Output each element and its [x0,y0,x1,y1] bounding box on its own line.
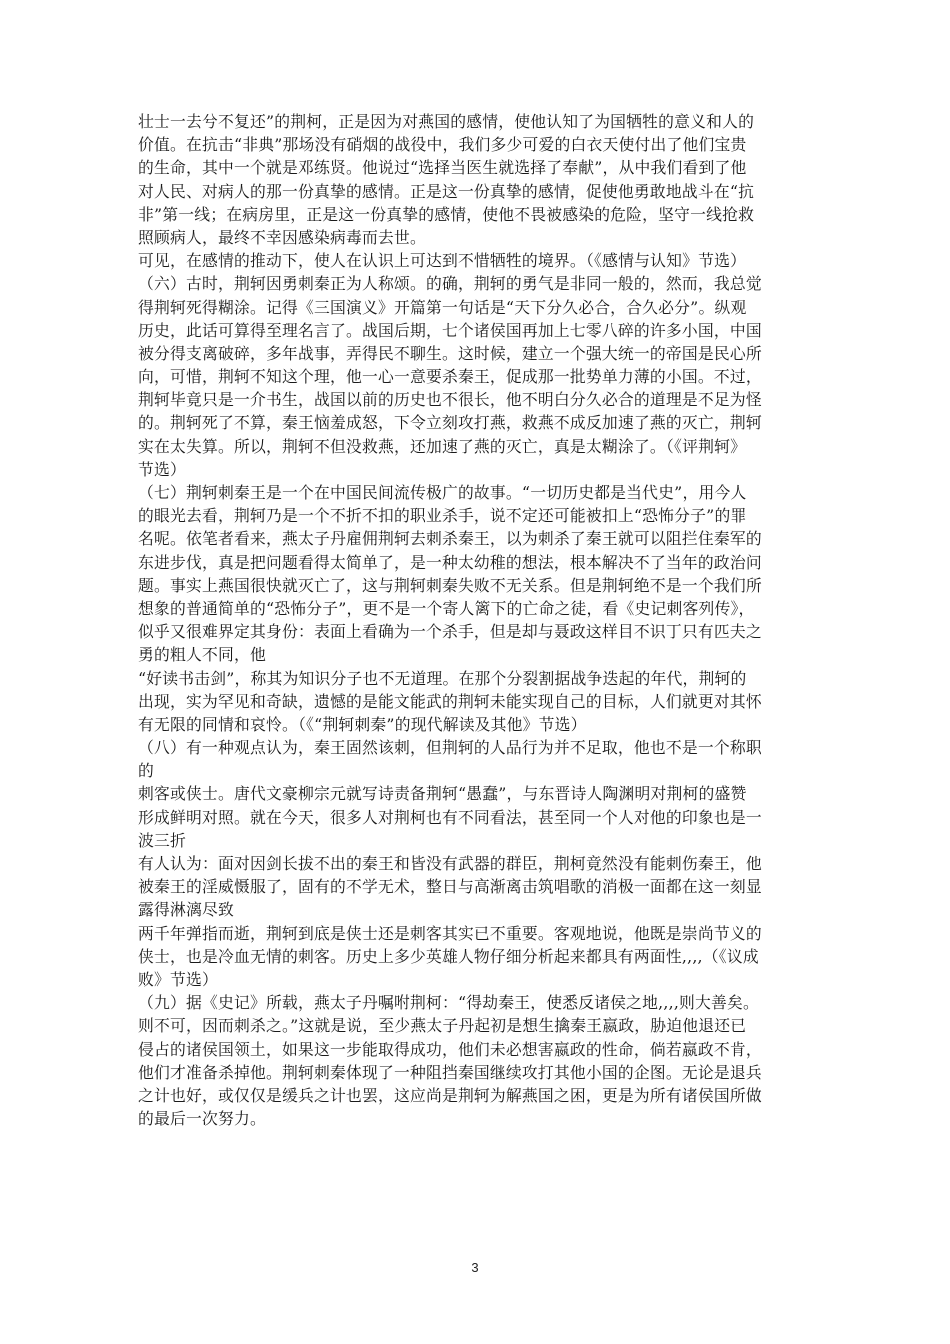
text-line: 的最后一次努力。 [138,1109,266,1129]
text-line: （七）荆轲刺秦王是一个在中国民间流传极广的故事。“一切历史都是当代史”，用今人 [138,483,747,502]
text-line: 的。荆轲死了不算，秦王恼羞成怒，下令立刻攻打燕，救燕不成反加速了燕的灭亡，荆轲 [138,413,762,433]
text-line: 的生命，其中一个就是邓练贤。他说过“选择当医生就选择了奉献”，从中我们看到了他 [138,158,747,178]
text-line: 之计也好，或仅仅是缓兵之计也罢，这应尚是荆轲为解燕国之困，更是为所有诸侯国所做 [138,1085,762,1105]
text-line: 想象的普通简单的“恐怖分子”，更不是一个寄人篱下的亡命之徒，看《史记刺客列传》， [138,598,755,618]
text-line: 刺客或侠士。唐代文豪柳宗元就写诗责备荆轲“愚蠢”，与东晋诗人陶渊明对荆柯的盛赞 [138,784,747,804]
text-line: 的 [138,761,154,781]
text-line: 可见，在感情的推动下，使人在认识上可达到不惜牺牲的境界。（《感情与认知》节选） [138,251,747,271]
text-line: 侵占的诸侯国领土，如果这一步能取得成功，他们未必想害嬴政的性命，倘若嬴政不肯， [138,1039,762,1059]
text-line: 波三折 [138,830,186,850]
text-line: 价值。在抗击“非典”那场没有硝烟的战役中，我们多少可爱的白衣天使付出了他们宝贵 [138,135,747,155]
text-line: （八）有一种观点认为，秦王固然该刺，但荆轲的人品行为并不足取，他也不是一个称职 [138,738,762,758]
text-line: 似乎又很难界定其身份：表面上看确为一个杀手，但是却与聂政这样目不识丁只有匹夫之 [138,622,762,642]
text-line: 侠士，也是冷血无情的刺客。历史上多少英雄人物仔细分析起来都具有两面性,,,,（《议成 [138,946,759,966]
text-line: 历史，此话可算得至理名言了。战国后期，七个诸侯国再加上七零八碎的许多小国，中国 [138,320,762,340]
text-line: 被秦王的淫威慑服了，固有的不学无术，整日与高渐离击筑唱歌的消极一面都在这一刻显 [138,877,762,897]
text-line: 壮士一去兮不复还”的荆柯，正是因为对燕国的感情，使他认知了为国牺牲的意义和人的 [138,112,755,131]
text-line: 照顾病人，最终不幸因感染病毒而去世。 [138,227,426,247]
text-line: 形成鲜明对照。就在今天，很多人对荆柯也有不同看法，甚至同一个人对他的印象也是一 [138,807,762,827]
text-line: （九）据《史记》所载，燕太子丹嘱咐荆柯：“得劫秦王，使悉反诸侯之地,,,,则大善矣。 [138,993,760,1013]
text-line: 则不可，因而刺杀之。”这就是说，至少燕太子丹起初是想生擒秦王嬴政，胁迫他退还已 [138,1016,747,1036]
text-line: 节选） [138,459,186,479]
text-line: 向，可惜，荆轲不知这个理，他一心一意要杀秦王，促成那一批势单力薄的小国。不过， [138,367,762,387]
text-line: 出现，实为罕见和奇缺，遗憾的是能文能武的荆轲未能实现自己的目标，人们就更对其怀 [138,691,762,711]
text-line: 被分得支离破碎，多年战事，弄得民不聊生。这时候，建立一个强大统一的帝国是民心所 [138,343,762,363]
page-number: 3 [471,1260,479,1275]
text-line: 有人认为：面对因剑长拔不出的秦王和皆没有武器的群臣，荆柯竟然没有能刺伤秦王，他 [138,854,762,873]
text-line: 败》节选） [138,969,218,989]
document-body [138,110,814,1130]
text-line: 非”第一线；在病房里，正是这一份真挚的感情，使他不畏被感染的危险，坚守一线抢救 [138,204,755,224]
text-line: 勇的粗人不同，他 [138,645,266,665]
text-line: 题。事实上燕国很快就灭亡了，这与荆轲刺秦失败不无关系。但是荆轲绝不是一个我们所 [138,575,762,595]
text-line: 对人民、对病人的那一份真挚的感情。正是这一份真挚的感情，促使他勇敢地战斗在“抗 [138,181,755,201]
text-line: 有无限的同情和哀怜。（《“荆轲刺秦”的现代解读及其他》节选） [138,714,587,734]
text-line: 荆轲毕竟只是一介书生，战国以前的历史也不很长，他不明白分久必合的道理是不足为怪 [138,390,762,410]
text-line: 两千年弹指而逝，荆轲到底是侠士还是刺客其实已不重要。客观地说，他既是崇尚节义的 [138,923,762,943]
text-line: 得荆轲死得糊涂。记得《三国演义》开篇第一句话是“天下分久必合，合久必分”。纵观 [138,297,747,317]
text-line: 东进步伐，真是把问题看得太简单了，是一种太幼稚的想法，根本解决不了当年的政治问 [138,552,762,572]
text-line: 他们才准备杀掉他。荆轲刺秦体现了一种阻挡秦国继续攻打其他小国的企图。无论是退兵 [138,1062,762,1082]
text-line: 实在太失算。所以，荆轲不但没救燕，还加速了燕的灭亡，真是太糊涂了。（《评荆轲》 [138,436,747,456]
text-line: “好读书击剑”，称其为知识分子也不无道理。在那个分裂割据战争迭起的年代，荆轲的 [138,668,747,688]
text-line: （六）古时，荆轲因勇刺秦正为人称颂。的确，荆轲的勇气是非同一般的，然而，我总觉 [138,274,762,294]
text-line: 名呢。依笔者看来，燕太子丹雇佣荆轲去刺杀秦王，以为刺杀了秦王就可以阻拦住秦军的 [138,529,762,549]
text-line: 的眼光去看，荆轲乃是一个不折不扣的职业杀手，说不定还可能被扣上“恐怖分子”的罪 [138,506,747,526]
text-line: 露得淋漓尽致 [138,900,234,920]
